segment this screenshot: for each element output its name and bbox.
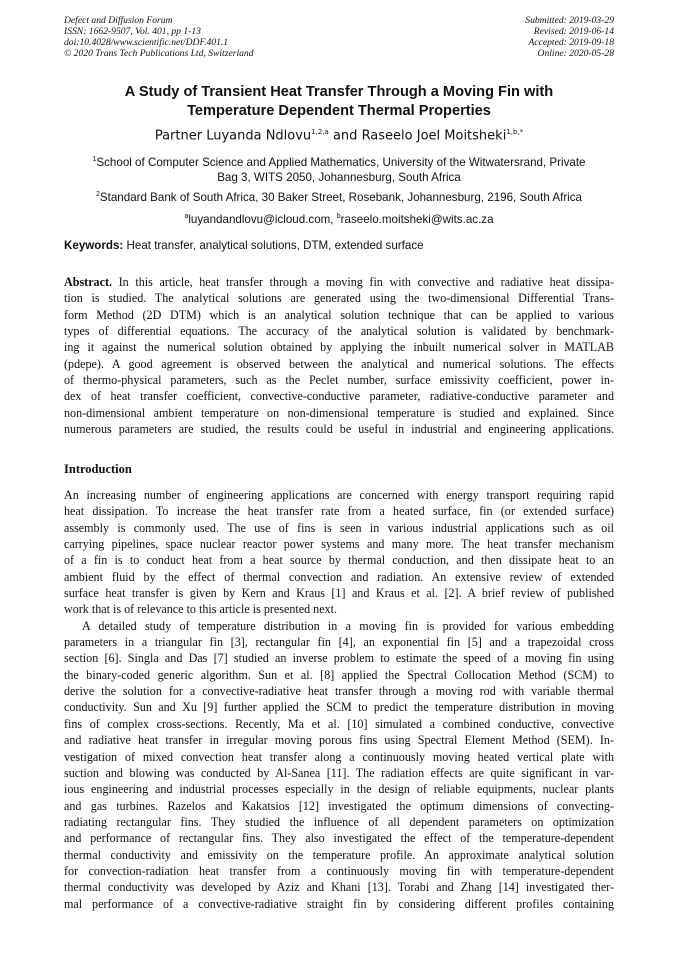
abstract (64, 274, 614, 437)
affiliation-text: School of Computer Science and Applied Mathematics, University of the Witwatersrand, Private (96, 155, 586, 169)
abstract-line: numerous parameters are studied, the results could be useful in industrial and engineering applications. (64, 422, 614, 437)
affiliation-mark: 2 (96, 191, 100, 198)
author-name: Partner Luyanda Ndlovu (154, 128, 312, 144)
author-emails (64, 209, 614, 227)
abstract-line: types of differential equations. The accuracy of the analytical solution is validated by benchmark- (64, 324, 614, 339)
journal-issn: ISSN: 1662-9507, Vol. 401, pp 1-13 (64, 26, 201, 37)
intro-line: fins of complex cross-sections. Recently, Ma et al. [10] simulated a combined conductive, convective (64, 716, 614, 731)
intro-line: A detailed study of temperature distribution in a moving fin is provided for various embedding (82, 618, 614, 633)
journal-header (64, 15, 254, 59)
author-conjunction: and (328, 128, 362, 144)
email-link[interactable]: luyandandlovu@icloud.com, (188, 212, 337, 226)
email-mark: a (184, 213, 189, 220)
intro-line: work that is of relevance to this article is presented next. (64, 602, 338, 617)
intro-line: heat dissipation. To increase the heat transfer rate from a heated surface, fin (or extended surface) (64, 504, 614, 519)
intro-line: thermal conductivity was developed by Aziz and Khani [13]. Torabi and Zhang [14] investigated ther- (64, 880, 614, 895)
abstract-label: Abstract. (64, 275, 113, 289)
abstract-line: (pdepe). A good agreement is observed between the analytical and numerical solutions. The effects (64, 356, 614, 371)
keywords-label: Keywords: (64, 239, 124, 252)
affiliation-1 (64, 152, 614, 185)
intro-line: carrying pipelines, space nuclear reactor power systems and many more. The heat transfer mechanism (64, 537, 614, 552)
intro-line: radiating rectangular fins. They studied the influence of all dependent parameters on optimization (64, 814, 614, 829)
date-accepted: Accepted: 2019-09-18 (528, 37, 614, 48)
abstract-line: form Method (2D DTM) which is an analytical solution technique that can be applied to various (64, 307, 614, 322)
abstract-line: non-dimensional ambient temperature on non-dimensional temperature is studied and explained. Since (64, 405, 614, 420)
affiliation-text: Bag 3, WITS 2050, Johannesburg, South Africa (217, 170, 461, 184)
affiliation-mark: 1 (92, 156, 97, 163)
intro-line: ious engineering and industrial processes especially in the design of reliable equipments, nuclear plants (64, 782, 614, 797)
affiliation-2 (64, 187, 614, 205)
abstract-text: In this article, heat transfer through a moving fin with convective and radiative heat dissipa- (112, 275, 614, 289)
author-affiliation-mark: 1,b,* (506, 128, 524, 136)
journal-doi: doi:10.4028/www.scientific.net/DDF.401.1 (64, 37, 229, 48)
abstract-line: of thermo-physical parameters, such as the Peclet number, surface emissivity coefficient, power in- (64, 373, 614, 388)
abstract-line: dex of heat transfer coefficient, convective-conductive parameter, radiative-conductive parameter and (64, 389, 614, 404)
intro-line: section [6]. Singla and Das [7] studied an inverse problem to estimate the speed of a moving fin using (64, 651, 614, 666)
intro-line: for convection-radiation heat transfer from a continuously moving fin with temperature-dependent (64, 863, 614, 878)
journal-copyright: © 2020 Trans Tech Publications Ltd, Switzerland (64, 48, 254, 59)
keywords (64, 238, 624, 253)
intro-line: assembly is commonly used. The use of fins is seen in various industrial applications such as oil (64, 520, 614, 535)
title-line: Temperature Dependent Thermal Properties (187, 103, 491, 119)
email-mark: b (336, 213, 341, 220)
abstract-line (64, 274, 614, 290)
author-list (40, 124, 638, 144)
intro-line: the binary-coded generic algorithm. Sun et al. [8] applied the Spectral Collocation Method (SCM) to (64, 667, 614, 682)
intro-line: and radiative heat transfer in irregular moving porous fins using Spectral Element Method (SEM). In- (64, 733, 614, 748)
journal-name: Defect and Diffusion Forum (64, 15, 173, 26)
date-submitted: Submitted: 2019-03-29 (525, 15, 614, 26)
section-heading-introduction: Introduction (64, 462, 132, 476)
intro-line: mal performance of a convective-radiative straight fin by considering different profiles containing (64, 896, 614, 911)
introduction-body (64, 487, 614, 912)
paper-title (40, 83, 638, 121)
intro-line: ambient fluid by the effect of thermal convection and radiation. An extensive review of extended (64, 569, 614, 584)
intro-line: surface heat transfer is given by Kern and Kraus [1] and Kraus et al. [2]. A brief review of published (64, 586, 614, 601)
abstract-line: tion is studied. The analytical solutions are generated using the two-dimensional Differential Trans- (64, 291, 614, 306)
intro-line: vestigation of mixed convection heat transfer along a continuously moving heated vertical plate with (64, 749, 614, 764)
submission-dates (525, 15, 614, 59)
title-line: A Study of Transient Heat Transfer Through a Moving Fin with (124, 84, 554, 100)
abstract-line: ing it against the numerical solution obtained by applying the inbuilt numerical solver in MATLAB (64, 340, 614, 355)
date-online: Online: 2020-05-28 (537, 48, 614, 59)
keywords-text: Heat transfer, analytical solutions, DTM, extended surface (123, 239, 424, 252)
intro-line: and performance of rectangular fins. They also investigated the effect of the temperature-dependent (64, 831, 614, 846)
intro-line: of a fin is to conduct heat from a heat source by thermal conduction, and then dissipate heat to an (64, 553, 614, 568)
intro-line: parameters in a triangular fin [3], rectangular fin [4], an exponential fin [5] and a trapezoidal cross (64, 635, 614, 650)
intro-line: An increasing number of engineering applications are concerned with energy transport requiring rapid (64, 488, 614, 502)
date-revised: Revised: 2019-06-14 (533, 26, 614, 37)
intro-line: conductivity. Sun and Xu [9] further applied the SCM to predict the temperature distribution in moving (64, 700, 614, 715)
intro-line: suction and blowing was conducted by Al-Sanea [11]. The radiation effects are quite significant in var- (64, 765, 614, 780)
intro-line: derive the solution for a convective-radiative heat transfer through a moving rod with variable thermal (64, 684, 614, 699)
author-name: Raseelo Joel Moitsheki (361, 128, 507, 144)
affiliation-text: Standard Bank of South Africa, 30 Baker Street, Rosebank, Johannesburg, 2196, South Africa (99, 190, 582, 204)
intro-line: and gas turbines. Razelos and Kakatsios [12] investigated the optimum dimensions of convecting- (64, 798, 614, 813)
intro-line: thermal conductivity and emissivity on the temperature profile. An approximate analytical solution (64, 847, 614, 862)
email-link[interactable]: raseelo.moitsheki@wits.ac.za (340, 212, 494, 226)
author-affiliation-mark: 1,2,a (311, 128, 329, 136)
